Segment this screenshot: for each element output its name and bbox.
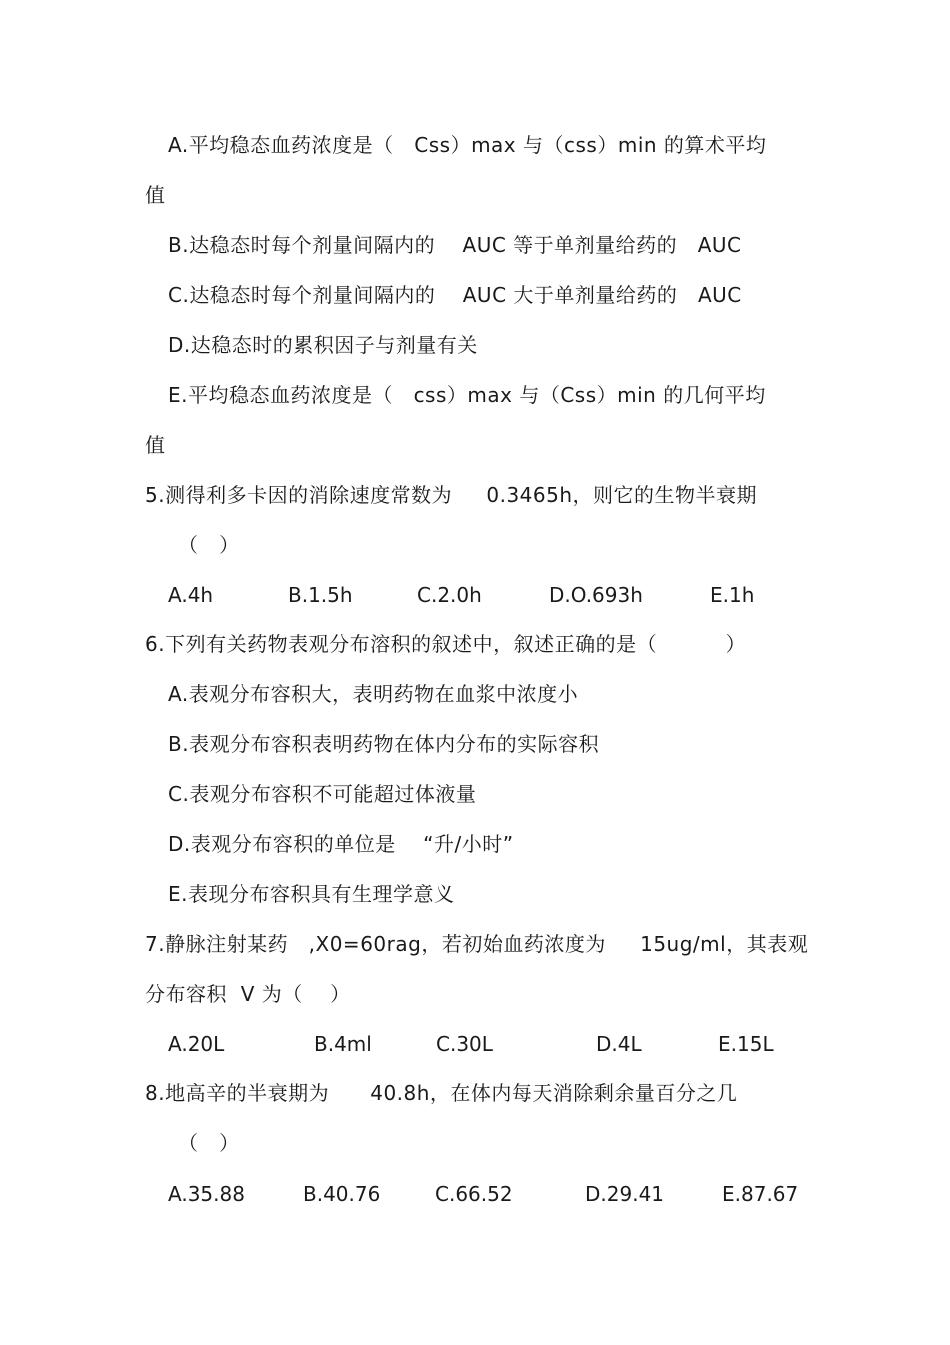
q7-stem-line2: 分布容积 V 为（ ） bbox=[145, 982, 351, 1006]
q7-option-a: A.20L bbox=[168, 1032, 225, 1056]
q4-option-c: C.达稳态时每个剂量间隔内的 AUC 大于单剂量给药的 AUC bbox=[168, 283, 742, 307]
q4-option-a-line1: A.平均稳态血药浓度是（ Css）max 与（css）min 的算术平均 bbox=[168, 133, 767, 157]
q8-option-d: D.29.41 bbox=[585, 1182, 665, 1206]
q7-option-e: E.15L bbox=[718, 1032, 774, 1056]
q5-option-c: C.2.0h bbox=[417, 583, 482, 607]
q5-option-b: B.1.5h bbox=[288, 583, 353, 607]
q7-option-d: D.4L bbox=[596, 1032, 642, 1056]
q8-option-e: E.87.67 bbox=[722, 1182, 799, 1206]
q7-stem-line1: 7.静脉注射某药 ,X0=60rag，若初始血药浓度为 15ug/ml，其表观 bbox=[145, 932, 809, 956]
q5-option-a: A.4h bbox=[168, 583, 214, 607]
q8-stem-line2: （ ） bbox=[178, 1131, 240, 1155]
q5-option-e: E.1h bbox=[710, 583, 755, 607]
q7-option-c: C.30L bbox=[436, 1032, 493, 1056]
q6-stem: 6.下列有关药物表观分布溶积的叙述中，叙述正确的是（ ） bbox=[145, 632, 747, 656]
q4-option-e-line1: E.平均稳态血药浓度是（ css）max 与（Css）min 的几何平均 bbox=[168, 383, 766, 407]
q8-option-c: C.66.52 bbox=[435, 1182, 513, 1206]
q8-stem-line1: 8.地高辛的半衰期为 40.8h，在体内每天消除剩余量百分之几 bbox=[145, 1081, 738, 1105]
q7-option-b: B.4ml bbox=[314, 1032, 372, 1056]
q6-option-a: A.表观分布容积大，表明药物在血浆中浓度小 bbox=[168, 682, 579, 706]
q6-option-c: C.表观分布容积不可能超过体液量 bbox=[168, 782, 477, 806]
q8-option-b: B.40.76 bbox=[303, 1182, 381, 1206]
q5-stem-line1: 5.测得利多卡因的消除速度常数为 0.3465h，则它的生物半衰期 bbox=[145, 483, 758, 507]
q5-option-d: D.O.693h bbox=[549, 583, 643, 607]
q6-option-d: D.表观分布容积的单位是 “升/小时” bbox=[168, 832, 514, 856]
q6-option-e: E.表现分布容积具有生理学意义 bbox=[168, 882, 455, 906]
q4-option-d: D.达稳态时的累积因子与剂量有关 bbox=[168, 333, 478, 357]
q4-option-b: B.达稳态时每个剂量间隔内的 AUC 等于单剂量给药的 AUC bbox=[168, 233, 742, 257]
q4-option-e-line2: 值 bbox=[145, 433, 166, 457]
q5-stem-line2: （ ） bbox=[178, 533, 240, 557]
q6-option-b: B.表观分布容积表明药物在体内分布的实际容积 bbox=[168, 732, 600, 756]
q4-option-a-line2: 值 bbox=[145, 183, 166, 207]
q8-option-a: A.35.88 bbox=[168, 1182, 245, 1206]
